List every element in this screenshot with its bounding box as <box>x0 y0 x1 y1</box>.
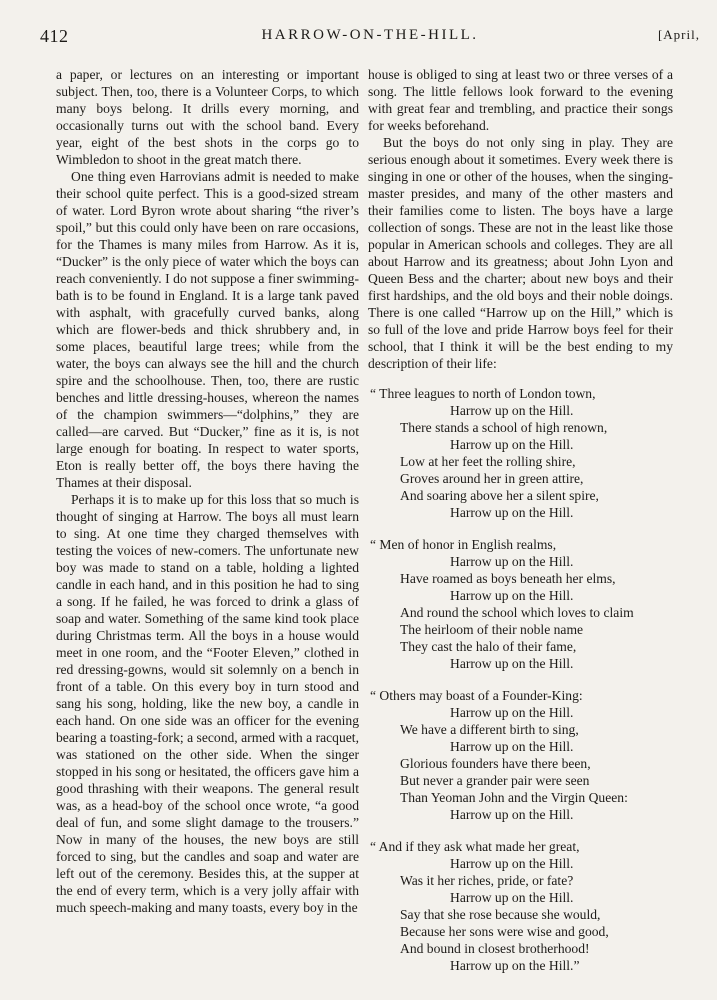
poem-refrain: Harrow up on the Hill. <box>450 705 574 720</box>
page-header <box>40 26 700 50</box>
poem-refrain: Harrow up on the Hill. <box>450 437 574 452</box>
poem-line: Groves around her in green attire, <box>400 471 584 486</box>
poem-stanza <box>368 385 673 521</box>
poem-refrain: Harrow up on the Hill. <box>450 856 574 871</box>
running-title: HARROW-ON-THE-HILL. <box>261 27 479 43</box>
poem-stanza <box>368 838 673 974</box>
paragraph: But the boys do not only sing in play. They are serious enough about it sometimes. Every week there is singing in one or other of the houses, when the singing-master presides, and many of the other masters and their families come to listen. The boys have a large collection of songs. These are not in the least like those popular in American schools and colleges. They are all about Harrow and its greatness; about John Lyon and Queen Bess and the charter; about new boys and their first hardships, and the old boys and their noble doings. There is one called “Harrow up on the Hill,” which is so full of the love and pride Harrow boys feel for their school, that I think it will be the best ending to my description of their life: <box>368 135 673 371</box>
right-column <box>368 66 673 989</box>
poem <box>368 385 673 974</box>
month-label: [April, <box>657 27 700 42</box>
poem-refrain: Harrow up on the Hill. <box>450 890 574 905</box>
poem-line: Was it her riches, pride, or fate? <box>400 873 574 888</box>
poem-line: Than Yeoman John and the Virgin Queen: <box>400 790 628 805</box>
poem-refrain: Harrow up on the Hill. <box>450 505 574 520</box>
poem-line: Glorious founders have there been, <box>400 756 591 771</box>
poem-refrain: Harrow up on the Hill. <box>450 807 574 822</box>
poem-line: And round the school which loves to claim <box>400 605 634 620</box>
poem-refrain: Harrow up on the Hill. <box>450 554 574 569</box>
poem-line: Have roamed as boys beneath her elms, <box>400 571 616 586</box>
poem-line: And bound in closest brotherhood! <box>400 941 590 956</box>
poem-line: Say that she rose because she would, <box>400 907 601 922</box>
paragraph: One thing even Harrovians admit is needed to make their school quite perfect. This is a good-sized stream of water. Lord Byron wrote about sharing “the river’s spoil,” but this could only have been on rare occasions, for the Thames is many miles from Harrow. As it is, “Ducker” is the only piece of water which the boys can reach conveniently. I do not suppose a finer swimming-bath is to be found in England. It is a large tank paved with asphalt, with gracefully curved banks, along which are flower-beds and thick shrubbery and, in some places, beautiful large trees; while from the water, the boys can always see the hill and the church spire and the schoolhouse. Then, too, there are rustic benches and little dressing-houses, whereon the names of the champion swimmers—“dolphins,” they are called—are carved. But “Ducker,” fine as it is, is not large enough for boating. In respect to water sports, Eton is really better off, the boys there having the Thames at their disposal. <box>56 169 359 490</box>
page-number: 412 <box>40 26 69 46</box>
paragraph: Perhaps it is to make up for this loss that so much is thought of singing at Harrow. The boys all must learn to sing. At one time they charged themselves with testing the voices of new-comers. The unfortunate new boy was made to stand on a table, holding a lighted candle in each hand, and in this position he had to sing a song. If he failed, he was forced to drink a glass of soap and water. Something of the same kind took place during Christmas term. All the boys in a house would meet in one room, and the “Footer Eleven,” clothed in red dressing-gowns, would sit solemnly on a bench in front of a table. On this every boy in turn stood and sang his song, holding, like the new boy, a candle in each hand. On one side was an officer for the evening bearing a toasting-fork; a second, armed with a racquet, was stationed on the other side. When the singer stopped in his song or hesitated, the officers gave him a good thrashing with their weapons. The general result was, as a head-boy of the school once wrote, “a good deal of fun, and some slight damage to the trousers.” Now in many of the houses, the new boys are still forced to sing, but the candles and soap and water are left out of the ceremony. Besides this, at the supper at the end of every term, which is a very jolly affair with much speech-making and many toasts, every boy in the <box>56 492 359 915</box>
poem-refrain: Harrow up on the Hill. <box>450 656 574 671</box>
paragraph: house is obliged to sing at least two or three verses of a song. The little fellows look forward to the evening with great fear and trembling, and practice their songs for weeks beforehand. <box>368 67 673 133</box>
poem-stanza <box>368 536 673 672</box>
poem-line: The heirloom of their noble name <box>400 622 584 637</box>
poem-line: And soaring above her a silent spire, <box>400 488 599 503</box>
paragraph: a paper, or lectures on an interesting or important subject. Then, too, there is a Volunteer Corps, to which many boys belong. It drills every morning, and occasionally turns out with the school band. Every year, eight of the best shots in the corps go to Wimbledon to shoot in the great match there. <box>56 67 359 167</box>
poem-line: “ And if they ask what made her great, <box>370 839 580 854</box>
poem-stanza <box>368 687 673 823</box>
poem-line: “ Three leagues to north of London town, <box>370 386 596 401</box>
poem-refrain: Harrow up on the Hill.” <box>450 958 580 973</box>
poem-line: “ Others may boast of a Founder-King: <box>370 688 583 703</box>
poem-refrain: Harrow up on the Hill. <box>450 403 574 418</box>
poem-line: There stands a school of high renown, <box>400 420 608 435</box>
poem-line: Because her sons were wise and good, <box>400 924 609 939</box>
poem-refrain: Harrow up on the Hill. <box>450 588 574 603</box>
poem-line: But never a grander pair were seen <box>400 773 590 788</box>
poem-line: They cast the halo of their fame, <box>400 639 577 654</box>
poem-line: We have a different birth to sing, <box>400 722 579 737</box>
poem-line: Low at her feet the rolling shire, <box>400 454 576 469</box>
poem-line: “ Men of honor in English realms, <box>370 537 557 552</box>
left-column <box>56 66 359 916</box>
poem-refrain: Harrow up on the Hill. <box>450 739 574 754</box>
